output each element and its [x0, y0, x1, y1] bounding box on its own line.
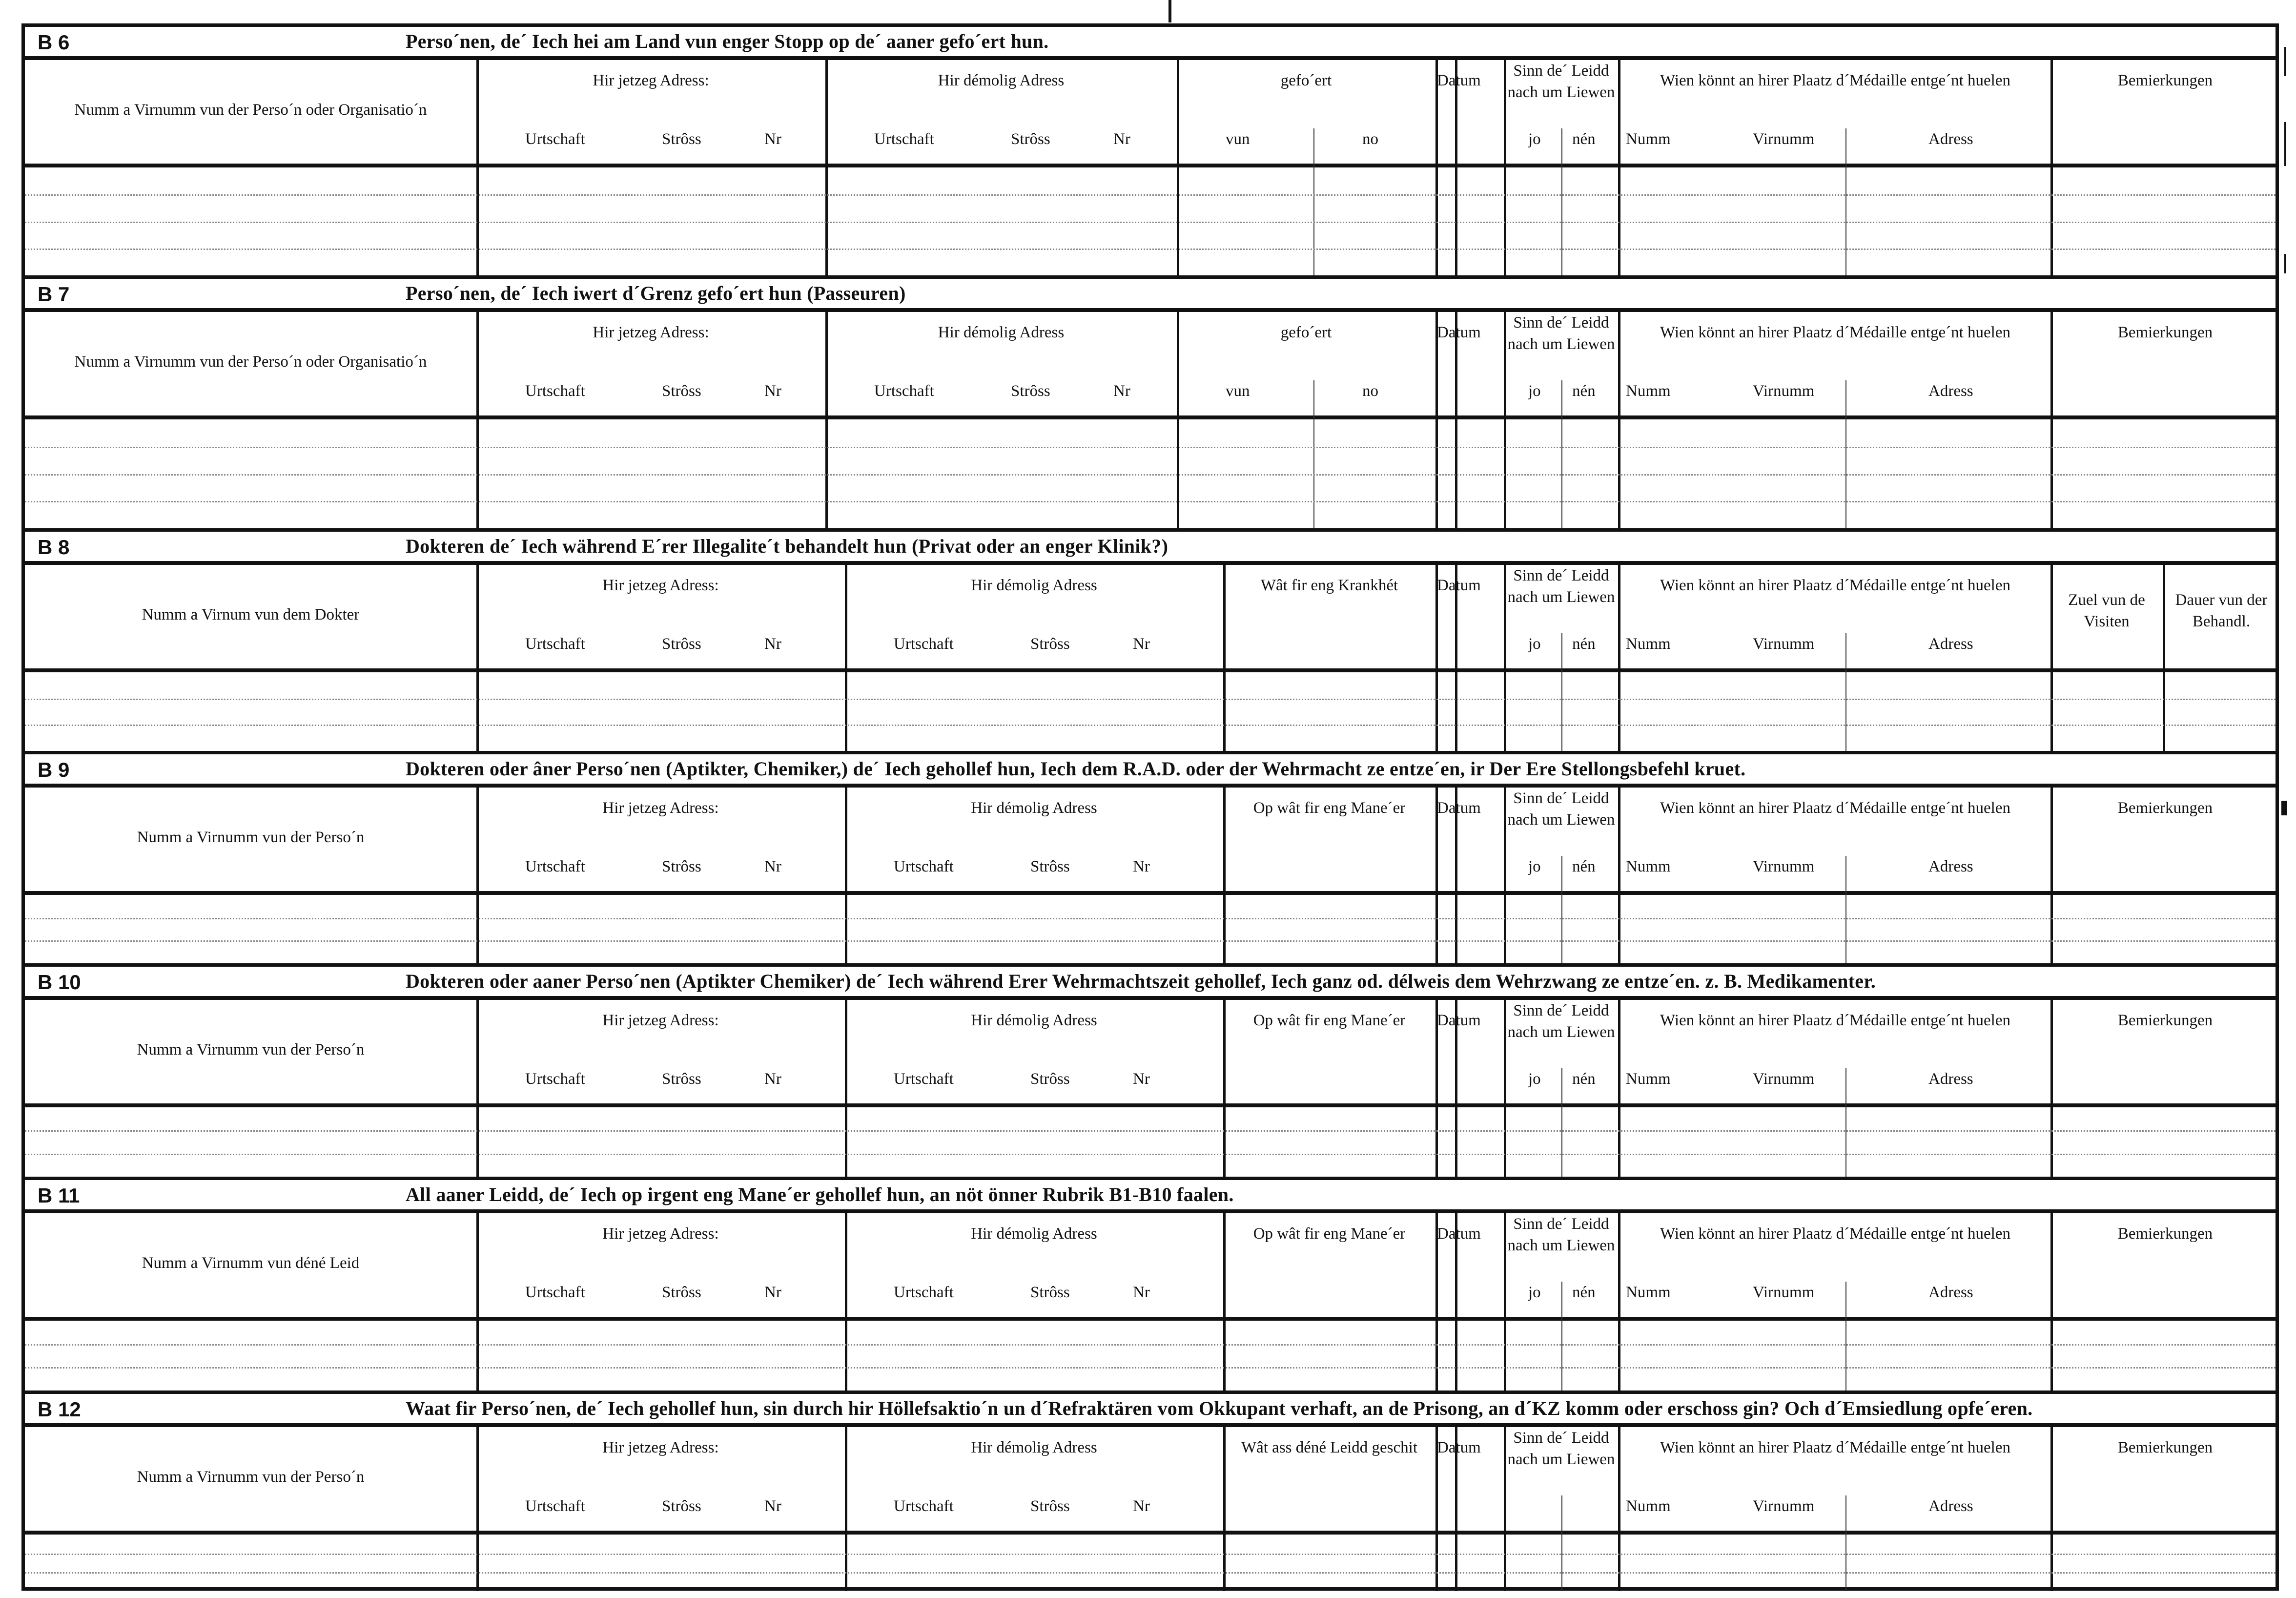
former-address-label: Hir démolig Adress: [938, 72, 1065, 89]
urtschaft-label: Urtschaft: [525, 130, 585, 148]
alive-column-label: Sinn de´ Leidd nach um Liewen: [1507, 1002, 1615, 1041]
remarks-label: Bemierkungen: [2117, 799, 2213, 817]
column-divider: [845, 1321, 847, 1390]
section-separator: [25, 751, 2276, 754]
column-divider: [476, 1321, 479, 1390]
adress-label: Adress: [1928, 635, 1973, 653]
adress-label: Adress: [1928, 1497, 1973, 1515]
jo-label: jo: [1528, 858, 1541, 875]
stross-label: Strôss: [1030, 1284, 1070, 1301]
nr-label: Nr: [764, 858, 781, 875]
nr-label: Nr: [1133, 635, 1150, 653]
numm-label: Numm: [1626, 1497, 1671, 1515]
column-divider: [1313, 128, 1314, 167]
column-divider: [2050, 1427, 2053, 1535]
column-divider: [1561, 1321, 1562, 1390]
urtschaft-label: Urtschaft: [525, 635, 585, 653]
column-divider: [1223, 895, 1226, 963]
virnumm-label: Virnumm: [1753, 130, 1815, 148]
section-separator: [25, 275, 2276, 279]
jo-label: jo: [1528, 1284, 1541, 1301]
section-title: Dokteren de´ Iech während E´rer Illegalite´t behandelt hun (Privat oder an enger Klinik?): [406, 535, 1168, 557]
jo-label: jo: [1528, 130, 1541, 148]
adress-label: Adress: [1928, 1284, 1973, 1301]
adress-label: Adress: [1928, 1070, 1973, 1088]
column-divider: [1223, 1535, 1226, 1591]
section-code: B 7: [38, 283, 70, 306]
datum-label: Datum: [1437, 577, 1481, 594]
name-column-label: Numm a Virnumm vun der Perso´n: [137, 829, 365, 846]
name-column-label: Numm a Virnumm vun déné Leid: [142, 1254, 360, 1272]
column-divider: [1455, 672, 1457, 751]
middle-column-label: gefo´ert: [1280, 324, 1332, 341]
middle-column-label: Op wât fir eng Mane´er: [1253, 1225, 1406, 1243]
page-top-tick: [1168, 0, 1171, 22]
vun-label: vun: [1226, 382, 1250, 400]
section-code: B 10: [38, 971, 81, 994]
column-divider: [2050, 1000, 2053, 1107]
column-divider: [1845, 672, 1846, 751]
section-code: B 12: [38, 1398, 81, 1421]
former-address-label: Hir démolig Adress: [971, 799, 1097, 817]
stross-label: Strôss: [662, 1497, 701, 1515]
writing-line[interactable]: [25, 249, 2276, 250]
urtschaft-label: Urtschaft: [894, 1497, 954, 1515]
column-divider: [1223, 1107, 1226, 1177]
urtschaft-label: Urtschaft: [525, 382, 585, 400]
column-divider: [845, 895, 847, 963]
medal-column-label: Wien könnt an hirer Plaatz d´Médaille entge´nt huelen: [1660, 1225, 2010, 1243]
name-column-label: Numm a Virnum vun dem Dokter: [142, 606, 360, 623]
numm-label: Numm: [1626, 1284, 1671, 1301]
stross-label: Strôss: [662, 130, 701, 148]
column-divider: [1223, 788, 1226, 895]
no-label: no: [1362, 130, 1378, 148]
writing-line[interactable]: [25, 940, 2276, 942]
column-divider: [2050, 895, 2053, 963]
writing-line[interactable]: [25, 447, 2276, 448]
stross-label: Strôss: [1030, 1497, 1070, 1515]
jo-label: jo: [1528, 635, 1541, 653]
column-divider: [1845, 1107, 1846, 1177]
column-divider: [1845, 633, 1846, 672]
urtschaft-label: Urtschaft: [525, 858, 585, 875]
alive-column-label: Sinn de´ Leidd nach um Liewen: [1507, 789, 1615, 829]
writing-line[interactable]: [25, 222, 2276, 223]
section-b9: [25, 754, 2276, 967]
column-divider: [1618, 565, 1620, 672]
datum-label: Datum: [1437, 1225, 1481, 1243]
former-address-label: Hir démolig Adress: [971, 1225, 1097, 1243]
former-address-label: Hir démolig Adress: [971, 1012, 1097, 1029]
column-divider: [1561, 672, 1562, 751]
column-divider: [1845, 128, 1846, 167]
nen-label: nén: [1572, 382, 1596, 400]
column-divider: [1561, 128, 1562, 167]
column-divider: [2050, 1107, 2053, 1177]
column-header-row: [25, 312, 2276, 419]
nen-label: nén: [1572, 1070, 1596, 1088]
column-divider: [1504, 1535, 1506, 1591]
margin-mark: [2281, 801, 2287, 815]
writing-line[interactable]: [25, 1154, 2276, 1155]
section-separator: [25, 963, 2276, 967]
nr-label: Nr: [1133, 1070, 1150, 1088]
section-header: [25, 1394, 2276, 1427]
former-address-label: Hir démolig Adress: [971, 1439, 1097, 1456]
questionnaire-page: [21, 23, 2279, 1591]
section-header: [25, 27, 2276, 60]
stross-label: Strôss: [662, 382, 701, 400]
no-label: no: [1362, 382, 1378, 400]
writing-line[interactable]: [25, 1554, 2276, 1555]
column-divider: [1223, 565, 1226, 672]
writing-line[interactable]: [25, 1367, 2276, 1369]
column-divider: [1618, 1427, 1620, 1535]
column-divider: [1504, 1321, 1506, 1390]
writing-line[interactable]: [25, 1130, 2276, 1132]
column-header-row: [25, 60, 2276, 167]
column-divider: [1845, 380, 1846, 419]
column-divider: [1618, 788, 1620, 895]
column-header-row: [25, 788, 2276, 895]
urtschaft-label: Urtschaft: [894, 1070, 954, 1088]
stross-label: Strôss: [1011, 382, 1050, 400]
nr-label: Nr: [764, 130, 781, 148]
alive-column-label: Sinn de´ Leidd nach um Liewen: [1507, 567, 1615, 606]
virnumm-label: Virnumm: [1753, 858, 1815, 875]
column-divider: [1561, 895, 1562, 963]
column-divider: [2050, 565, 2053, 672]
adress-label: Adress: [1928, 858, 1973, 875]
column-divider: [1435, 1321, 1438, 1390]
section-b7: [25, 279, 2276, 532]
column-divider: [476, 1535, 479, 1591]
column-divider: [1845, 856, 1846, 895]
virnumm-label: Virnumm: [1753, 1070, 1815, 1088]
column-divider: [1618, 895, 1620, 963]
treatment-duration-label: Dauer vun der Behandl.: [2175, 591, 2268, 630]
section-header: [25, 279, 2276, 312]
former-address-label: Hir démolig Adress: [971, 577, 1097, 594]
column-divider: [2050, 672, 2053, 751]
urtschaft-label: Urtschaft: [894, 1284, 954, 1301]
writing-line[interactable]: [25, 1572, 2276, 1574]
column-divider: [1455, 1107, 1457, 1177]
column-divider: [1845, 1282, 1846, 1321]
writing-line[interactable]: [25, 194, 2276, 196]
jo-label: jo: [1528, 1070, 1541, 1088]
middle-column-label: Wât ass déné Leidd geschit: [1241, 1439, 1418, 1456]
nen-label: nén: [1572, 1284, 1596, 1301]
margin-mark: [2284, 47, 2286, 76]
column-divider: [1561, 1282, 1562, 1321]
numm-label: Numm: [1626, 635, 1671, 653]
column-divider: [476, 672, 479, 751]
former-address-label: Hir démolig Adress: [938, 324, 1065, 341]
column-divider: [1223, 1213, 1226, 1321]
remarks-label: Bemierkungen: [2117, 324, 2213, 341]
alive-column-label: Sinn de´ Leidd nach um Liewen: [1507, 1429, 1615, 1468]
stross-label: Strôss: [1011, 130, 1050, 148]
column-divider: [2050, 1321, 2053, 1390]
urtschaft-label: Urtschaft: [894, 635, 954, 653]
column-divider: [1223, 1000, 1226, 1107]
column-divider: [1561, 633, 1562, 672]
stross-label: Strôss: [662, 1284, 701, 1301]
stross-label: Strôss: [1030, 1070, 1070, 1088]
urtschaft-label: Urtschaft: [525, 1497, 585, 1515]
section-title: Perso´nen, de´ Iech hei am Land vun enger Stopp op de´ aaner gefo´ert hun.: [406, 30, 1049, 52]
column-divider: [1504, 672, 1506, 751]
writing-line[interactable]: [25, 474, 2276, 476]
section-title: Waat fir Perso´nen, de´ Iech gehollef hun, sin durch hir Höllefsaktio´n un d´Refraktären vom Okkupant verhaft, an de Prisong, an d´KZ komm oder erschoss gin? Och d´Emsiedlung opfe´eren.: [406, 1397, 2033, 1419]
column-divider: [1845, 1068, 1846, 1107]
middle-column-label: Wât fir eng Krankhét: [1260, 577, 1398, 594]
middle-column-label: Op wât fir eng Mane´er: [1253, 1012, 1406, 1029]
writing-line[interactable]: [25, 699, 2276, 700]
margin-mark: [2284, 254, 2286, 273]
column-divider: [2050, 1535, 2053, 1591]
entry-rows[interactable]: [25, 1321, 2276, 1390]
stross-label: Strôss: [662, 858, 701, 875]
nr-label: Nr: [1113, 130, 1130, 148]
stross-label: Strôss: [1030, 635, 1070, 653]
column-divider: [1618, 1107, 1620, 1177]
urtschaft-label: Urtschaft: [894, 858, 954, 875]
section-code: B 8: [38, 536, 70, 559]
current-address-label: Hir jetzeg Adress:: [602, 577, 719, 594]
nr-label: Nr: [764, 1070, 781, 1088]
column-divider: [1618, 672, 1620, 751]
column-divider: [2163, 565, 2165, 672]
column-divider: [1435, 1107, 1438, 1177]
column-divider: [1618, 1321, 1620, 1390]
nr-label: Nr: [764, 382, 781, 400]
column-divider: [1455, 1535, 1457, 1591]
medal-column-label: Wien könnt an hirer Plaatz d´Médaille entge´nt huelen: [1660, 1012, 2010, 1029]
nr-label: Nr: [764, 1497, 781, 1515]
column-divider: [1561, 1068, 1562, 1107]
column-divider: [1845, 895, 1846, 963]
section-title: Perso´nen, de´ Iech iwert d´Grenz gefo´ert hun (Passeuren): [406, 282, 906, 304]
urtschaft-label: Urtschaft: [874, 130, 934, 148]
urtschaft-label: Urtschaft: [525, 1070, 585, 1088]
name-column-label: Numm a Virnumm vun der Perso´n oder Organisatio´n: [74, 353, 427, 371]
visits-label: Zuel vun de Visiten: [2068, 591, 2145, 630]
nen-label: nén: [1572, 130, 1596, 148]
virnumm-label: Virnumm: [1753, 382, 1815, 400]
section-separator: [25, 1177, 2276, 1180]
medal-column-label: Wien könnt an hirer Plaatz d´Médaille entge´nt huelen: [1660, 799, 2010, 817]
entry-rows[interactable]: [25, 419, 2276, 528]
section-separator: [25, 528, 2276, 532]
datum-label: Datum: [1437, 799, 1481, 817]
entry-rows[interactable]: [25, 1535, 2276, 1591]
column-header-row: [25, 565, 2276, 672]
urtschaft-label: Urtschaft: [874, 382, 934, 400]
stross-label: Strôss: [1030, 858, 1070, 875]
nr-label: Nr: [1133, 1284, 1150, 1301]
medal-column-label: Wien könnt an hirer Plaatz d´Médaille entge´nt huelen: [1660, 1439, 2010, 1456]
column-divider: [1845, 1495, 1846, 1535]
column-divider: [2163, 672, 2165, 751]
column-divider: [1435, 895, 1438, 963]
vun-label: vun: [1226, 130, 1250, 148]
column-divider: [1504, 895, 1506, 963]
column-divider: [1223, 1427, 1226, 1535]
column-divider: [1618, 312, 1620, 419]
nen-label: nén: [1572, 858, 1596, 875]
section-b11: [25, 1180, 2276, 1394]
name-column-label: Numm a Virnumm vun der Perso´n oder Organisatio´n: [74, 101, 427, 119]
column-divider: [1177, 312, 1179, 419]
remarks-label: Bemierkungen: [2117, 72, 2213, 89]
name-column-label: Numm a Virnumm vun der Perso´n: [137, 1468, 365, 1486]
remarks-label: Bemierkungen: [2117, 1012, 2213, 1029]
stross-label: Strôss: [662, 1070, 701, 1088]
medal-column-label: Wien könnt an hirer Plaatz d´Médaille entge´nt huelen: [1660, 324, 2010, 341]
nr-label: Nr: [764, 635, 781, 653]
numm-label: Numm: [1626, 1070, 1671, 1088]
column-divider: [1845, 1535, 1846, 1591]
writing-line[interactable]: [25, 725, 2276, 726]
entry-rows[interactable]: [25, 672, 2276, 751]
numm-label: Numm: [1626, 382, 1671, 400]
entry-rows[interactable]: [25, 1107, 2276, 1177]
numm-label: Numm: [1626, 858, 1671, 875]
nr-label: Nr: [1133, 858, 1150, 875]
section-header: [25, 754, 2276, 788]
current-address-label: Hir jetzeg Adress:: [602, 1225, 719, 1243]
column-divider: [1561, 380, 1562, 419]
column-divider: [476, 1107, 479, 1177]
column-divider: [476, 895, 479, 963]
current-address-label: Hir jetzeg Adress:: [602, 1012, 719, 1029]
section-title: Dokteren oder âner Perso´nen (Aptikter, Chemiker,) de´ Iech gehollef hun, Iech dem R.A.D. oder der Wehrmacht ze entze´en, ir Der Ere Stellongsbefehl kruet.: [406, 758, 1746, 780]
section-b10: [25, 967, 2276, 1180]
column-divider: [845, 672, 847, 751]
entry-rows[interactable]: [25, 167, 2276, 275]
column-divider: [1223, 672, 1226, 751]
margin-mark: [2284, 122, 2286, 166]
column-divider: [1561, 1495, 1562, 1535]
virnumm-label: Virnumm: [1753, 1284, 1815, 1301]
name-column-label: Numm a Virnumm vun der Perso´n: [137, 1041, 365, 1058]
column-header-row: [25, 1427, 2276, 1535]
column-divider: [1223, 1321, 1226, 1390]
middle-column-label: Op wât fir eng Mane´er: [1253, 799, 1406, 817]
section-title: All aaner Leidd, de´ Iech op irgent eng Mane´er gehollef hun, an nöt önner Rubrik B1-B10 faalen.: [406, 1183, 1234, 1205]
alive-column-label: Sinn de´ Leidd nach um Liewen: [1507, 62, 1615, 101]
medal-column-label: Wien könnt an hirer Plaatz d´Médaille entge´nt huelen: [1660, 577, 2010, 594]
section-code: B 11: [38, 1184, 80, 1207]
column-divider: [1618, 1213, 1620, 1321]
datum-label: Datum: [1437, 324, 1481, 341]
remarks-label: Bemierkungen: [2117, 1439, 2213, 1456]
nen-label: nén: [1572, 635, 1596, 653]
section-separator: [25, 1390, 2276, 1394]
column-divider: [845, 1107, 847, 1177]
column-header-row: [25, 1000, 2276, 1107]
column-header-row: [25, 1213, 2276, 1321]
column-divider: [1177, 60, 1179, 167]
section-header: [25, 967, 2276, 1000]
column-divider: [1455, 895, 1457, 963]
adress-label: Adress: [1928, 382, 1973, 400]
section-b12: [25, 1394, 2276, 1591]
current-address-label: Hir jetzeg Adress:: [602, 799, 719, 817]
middle-column-label: gefo´ert: [1280, 72, 1332, 89]
column-divider: [1561, 1535, 1562, 1591]
nr-label: Nr: [1113, 382, 1130, 400]
entry-rows[interactable]: [25, 895, 2276, 963]
column-divider: [1561, 1107, 1562, 1177]
section-b8: [25, 532, 2276, 754]
jo-label: jo: [1528, 382, 1541, 400]
remarks-label: Bemierkungen: [2117, 1225, 2213, 1243]
virnumm-label: Virnumm: [1753, 635, 1815, 653]
column-divider: [1561, 856, 1562, 895]
nr-label: Nr: [764, 1284, 781, 1301]
section-header: [25, 532, 2276, 565]
column-divider: [2050, 60, 2053, 167]
writing-line[interactable]: [25, 501, 2276, 502]
datum-label: Datum: [1437, 1439, 1481, 1456]
alive-column-label: Sinn de´ Leidd nach um Liewen: [1507, 314, 1615, 353]
section-b6: [25, 27, 2276, 279]
section-code: B 9: [38, 758, 70, 781]
current-address-label: Hir jetzeg Adress:: [593, 72, 709, 89]
column-divider: [2050, 788, 2053, 895]
datum-label: Datum: [1437, 1012, 1481, 1029]
column-divider: [1435, 1535, 1438, 1591]
column-divider: [1618, 1535, 1620, 1591]
column-divider: [1455, 1321, 1457, 1390]
datum-label: Datum: [1437, 72, 1481, 89]
urtschaft-label: Urtschaft: [525, 1284, 585, 1301]
section-header: [25, 1180, 2276, 1213]
current-address-label: Hir jetzeg Adress:: [602, 1439, 719, 1456]
column-divider: [1618, 60, 1620, 167]
section-title: Dokteren oder aaner Perso´nen (Aptikter Chemiker) de´ Iech während Erer Wehrmachtszeit gehollef, Iech ganz od. délweis dem Wehrzwang ze entze´en. z. B. Medikamenter.: [406, 970, 1876, 992]
column-divider: [2050, 312, 2053, 419]
writing-line[interactable]: [25, 1344, 2276, 1346]
section-code: B 6: [38, 31, 70, 54]
column-divider: [845, 1535, 847, 1591]
column-divider: [1504, 1107, 1506, 1177]
numm-label: Numm: [1626, 130, 1671, 148]
writing-line[interactable]: [25, 918, 2276, 919]
medal-column-label: Wien könnt an hirer Plaatz d´Médaille entge´nt huelen: [1660, 72, 2010, 89]
alive-column-label: Sinn de´ Leidd nach um Liewen: [1507, 1215, 1615, 1254]
column-divider: [1618, 1000, 1620, 1107]
column-divider: [2050, 1213, 2053, 1321]
nr-label: Nr: [1133, 1497, 1150, 1515]
current-address-label: Hir jetzeg Adress:: [593, 324, 709, 341]
column-divider: [1313, 380, 1314, 419]
virnumm-label: Virnumm: [1753, 1497, 1815, 1515]
column-divider: [1435, 672, 1438, 751]
stross-label: Strôss: [662, 635, 701, 653]
column-divider: [1845, 1321, 1846, 1390]
adress-label: Adress: [1928, 130, 1973, 148]
